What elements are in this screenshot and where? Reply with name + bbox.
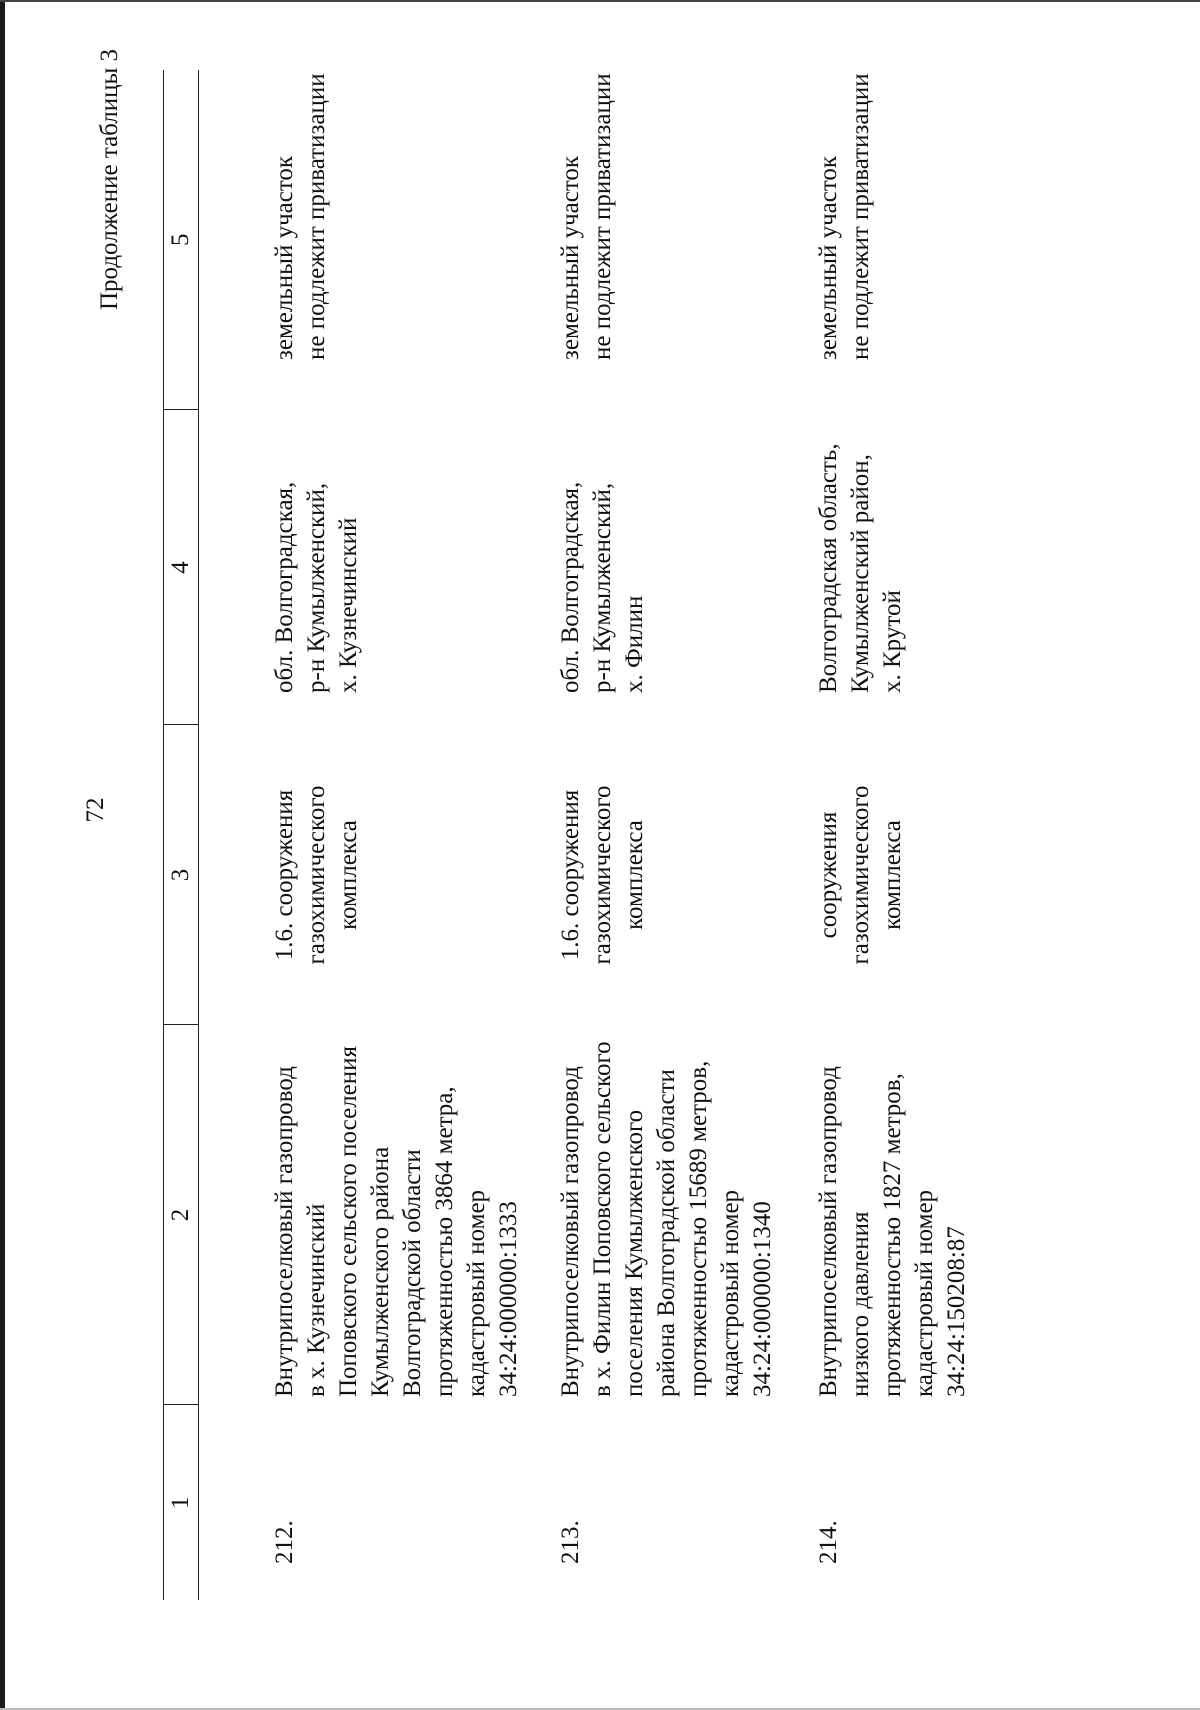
table-header-row (164, 70, 199, 1600)
object-name-line: низкого давления (847, 1211, 874, 1397)
object-type-cell (525, 725, 787, 1025)
column-header-4: 4 (164, 410, 199, 725)
location-line: р-н Кумылженский, (303, 482, 330, 693)
column-header-2: 2 (164, 1025, 199, 1405)
location-line: обл. Волгоградская, (271, 481, 298, 693)
object-name-line: Внутрипоселковый газопровод (271, 1066, 298, 1397)
object-name-line: кадастровый номер (911, 1189, 938, 1397)
status-cell (525, 70, 787, 410)
object-name-line: протяженностью 3864 метра, (431, 1086, 458, 1397)
status-line: не подлежит приватизации (589, 73, 616, 360)
object-name-line: Кумылженского района (367, 1146, 394, 1397)
object-name-line: кадастровый номер (717, 1189, 744, 1397)
object-type-line: газохимического (589, 785, 616, 965)
object-type-line: 1.6. сооружения (271, 789, 298, 961)
object-type-line: сооружения (815, 811, 842, 939)
column-header-1: 1 (164, 1405, 199, 1600)
object-name-line: протяженностью 1827 метров, (879, 1073, 906, 1397)
object-name-line: Волгоградской области (399, 1149, 426, 1397)
location-line: р-н Кумылженский, (589, 482, 616, 693)
location-line: Волгоградская область, (815, 443, 842, 693)
location-line: х. Филин (621, 595, 648, 693)
property-table (163, 70, 983, 1600)
location-cell (525, 410, 787, 725)
object-name-cell (525, 1025, 787, 1405)
status-line: земельный участок (271, 155, 298, 360)
object-name-line: 34:24:000000:1340 (749, 1201, 776, 1397)
location-line: х. Крутой (879, 590, 906, 693)
object-type-line: комплекса (335, 820, 362, 930)
status-cell (787, 70, 983, 410)
location-line: Кумылженский район, (847, 454, 874, 693)
page-number: 72 (82, 797, 109, 823)
object-name-line: 34:24:150208:87 (943, 1226, 970, 1397)
table-row (787, 70, 983, 1600)
row-number: 214. (815, 1520, 842, 1564)
object-name-line: 34:24:000000:1333 (495, 1201, 522, 1397)
table-row (199, 70, 526, 1600)
object-type-cell (199, 725, 526, 1025)
object-type-line: газохимического (303, 785, 330, 965)
location-line: обл. Волгоградская, (557, 481, 584, 693)
object-type-line: 1.6. сооружения (557, 789, 584, 961)
status-line: земельный участок (557, 155, 584, 360)
object-type-line: комплекса (621, 820, 648, 930)
row-number: 213. (557, 1520, 584, 1564)
object-name-cell (199, 1025, 526, 1405)
column-header-5: 5 (164, 70, 199, 410)
object-type-line: комплекса (879, 820, 906, 930)
location-cell (787, 410, 983, 725)
object-type-cell (787, 725, 983, 1025)
column-header-3: 3 (164, 725, 199, 1025)
object-name-line: протяженностью 15689 метров, (685, 1060, 712, 1397)
location-line: х. Кузнечинский (335, 517, 362, 693)
object-name-line: Внутрипоселковый газопровод (557, 1066, 584, 1397)
object-name-line: поселения Кумылженского (621, 1109, 648, 1397)
object-name-cell (787, 1025, 983, 1405)
status-line: земельный участок (815, 155, 842, 360)
object-name-line: в х. Кузнечинский (303, 1203, 330, 1397)
status-cell (199, 70, 526, 410)
object-name-line: кадастровый номер (463, 1189, 490, 1397)
object-name-line: Поповского сельского поселения (335, 1045, 362, 1397)
object-name-line: района Волгоградской области (653, 1069, 680, 1397)
object-name-line: в х. Филин Поповского сельского (589, 1041, 616, 1397)
object-type-line: газохимического (847, 785, 874, 965)
location-cell (199, 410, 526, 725)
status-line: не подлежит приватизации (847, 73, 874, 360)
row-number: 212. (271, 1520, 298, 1564)
table-row (525, 70, 787, 1600)
table-continuation-label: Продолжение таблицы 3 (96, 48, 123, 310)
object-name-line: Внутрипоселковый газопровод (815, 1066, 842, 1397)
status-line: не подлежит приватизации (303, 73, 330, 360)
